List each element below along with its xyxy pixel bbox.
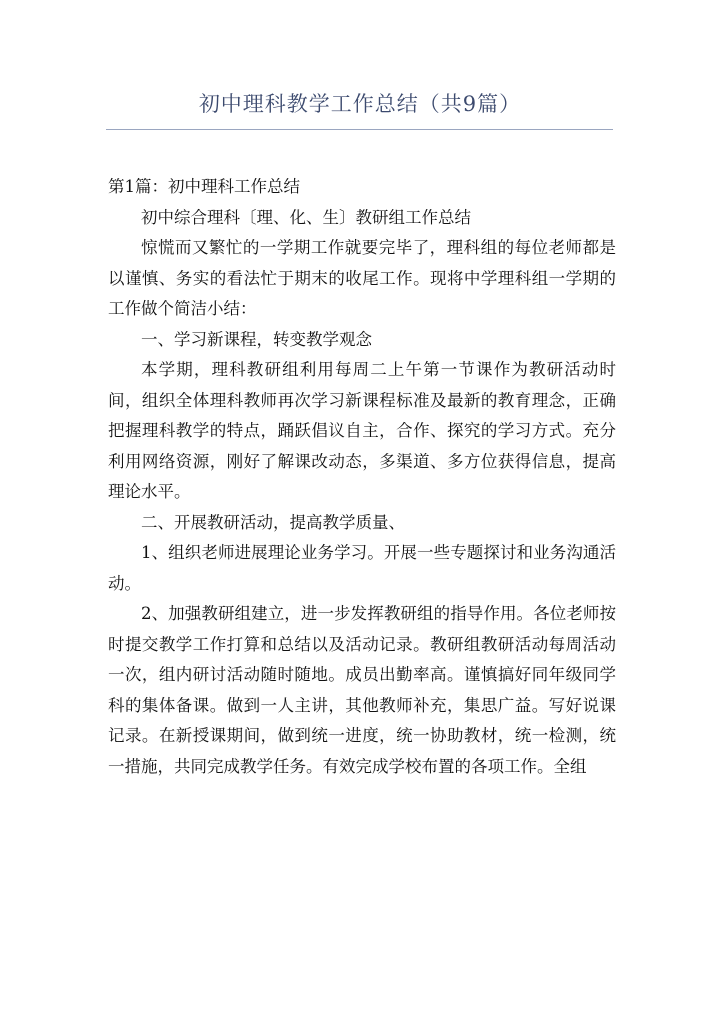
title-divider — [106, 129, 613, 130]
document-body — [108, 172, 616, 782]
section-heading: 二、开展教研活动，提高教学质量、 — [141, 512, 405, 532]
body-paragraph: 2、加强教研组建立，进一步发挥教研组的指导作用。各位老师按时提交教学工作打算和总结以及活动记录。教研组教研活动每周活动一次，组内研讨活动随时随地。成员出勤率高。谨慎搞好同年级同学科的集体备课。做到一人主讲，其他教师补充，集思广益。写好说课记录。在新授课期间，做到统一进度，统一协助教材，统一检测，统一措施，共同完成教学任务。有效完成学校布置的各项工作。全组 — [108, 604, 616, 776]
section-heading: 第1篇：初中理科工作总结 — [108, 177, 300, 196]
document-title: 初中理科教学工作总结（共9篇） — [198, 92, 522, 116]
body-paragraph: 惊慌而又繁忙的一学期工作就要完毕了，理科组的每位老师都是以谨慎、务实的看法忙于期末的收尾工作。现将中学理科组一学期的工作做个简洁小结： — [108, 238, 616, 318]
body-paragraph: 本学期，理科教研组利用每周二上午第一节课作为教研活动时间，组织全体理科教师再次学习新课程标准及最新的教育理念，正确把握理科教学的特点，踊跃倡议自主，合作、探究的学习方式。充分利用网络资源，刚好了解课改动态，多渠道、多方位获得信息，提高理论水平。 — [108, 360, 616, 501]
section-heading: 一、学习新课程，转变教学观念 — [141, 329, 372, 349]
subtitle-paragraph: 初中综合理科〔理、化、生〕教研组工作总结 — [141, 207, 471, 227]
body-paragraph: 1、组织老师进展理论业务学习。开展一些专题探讨和业务沟通活动。 — [108, 543, 616, 593]
